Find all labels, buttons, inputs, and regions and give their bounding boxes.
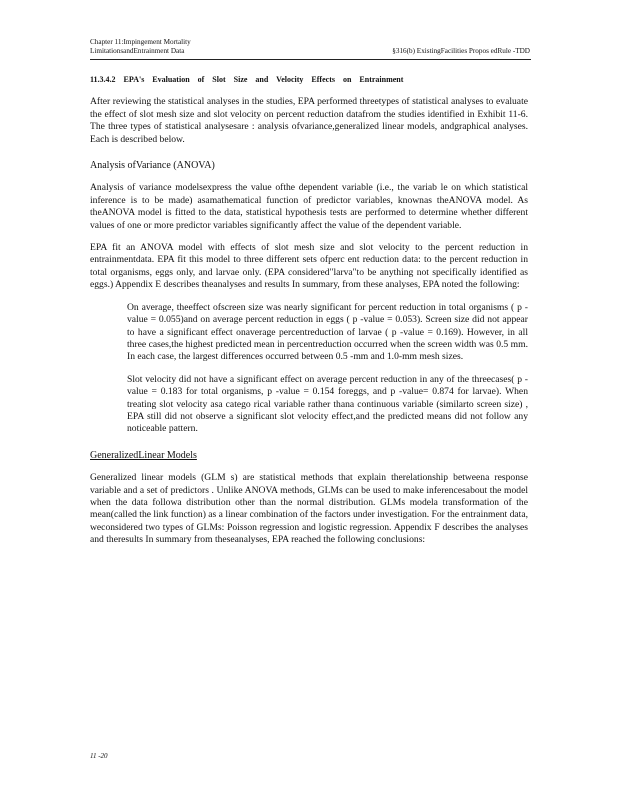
anova-findings-list — [90, 302, 528, 436]
glm-heading: GeneralizedLinear Models — [90, 449, 197, 461]
list-item-text: Slot velocity did not have a significant effect on average percent reduction in any of the threecases( p -value = 0.183 for total organisms, p -value = 0.154 foreggs, and p -value= 0.874 for larvae). When treating slot velocity asa catego rical variable rather thana continuous variable (similarto screen size) , EPA still did not observe a significant slot velocity effect,and the predicted means did not follow any noticeable pattern. — [127, 373, 528, 435]
header-chapter-subtitle: LimitationsandEntrainment Data — [90, 47, 185, 55]
header-divider — [90, 59, 531, 60]
section-heading: 11.3.4.2 EPA's Evaluation of Slot Size and Velocity Effects on Entrainment — [90, 75, 404, 84]
list-item — [90, 302, 528, 364]
anova-paragraph-1: Analysis of variance modelsexpress the value ofthe dependent variable (i.e., the variab le on which statistical inference is to be made) asamathematical function of predictor variables, knownas theANOVA model. As theANOVA model is fitted to the data, statistical hypothesis tests are performed to determine whether different values of one or more predictor variables significantly affect the value of the dependent variable. — [90, 182, 528, 231]
intro-paragraph: After reviewing the statistical analyses in the studies, EPA performed threetypes of statistical analyses to evaluate the effect of slot mesh size and slot velocity on percent reduction datafrom the studies identified in Exhibit 11-6. The three types of statistical analysesare : analysis ofvariance,generalized linear models, andgraphical analyses. Each is described below. — [90, 96, 528, 145]
glm-paragraph-1: Generalized linear models (GLM s) are statistical methods that explain therelationship betweena response variable and a set of predictors . Unlike ANOVA methods, GLMs can be used to make inferencesabout the model when the data followa distribution other than the normal distribution. GLMs modela transformation of the mean(called the link function) as a linear combination of the factors under investigation. For the entrainment data, weconsidered two types of GLMs: Poisson regression and logistic regression. Appendix F describes the analyses and theresults In summary from theseanalyses, EPA reached the following conclusions: — [90, 472, 528, 546]
header-rule-title: §316(b) ExistingFacilities Propos edRule -TDD — [392, 47, 530, 55]
list-item — [90, 374, 528, 436]
main-content — [90, 74, 528, 557]
header-chapter-title: Chapter 11:Impingement Mortality — [90, 38, 191, 46]
page-number: 11 -20 — [90, 752, 108, 760]
running-header — [90, 38, 530, 56]
list-item-text: On average, theeffect ofscreen size was nearly significant for percent reduction in total organisms ( p -value = 0.055)and on average percent reduction in eggs ( p -value = 0.053). Screen size did not appear to have a significant effect onaverage percentreduction of larvae ( p -value = 0.169). However, in all three cases,the highest predicted mean in percentreduction occurred when the screen width was 0.5 mm. In each case, the largest differences occurred between 0.5 -mm and 1.0-mm mesh sizes. — [127, 301, 528, 363]
anova-paragraph-2: EPA fit an ANOVA model with effects of slot mesh size and slot velocity to the percent reduction in entrainmentdata. EPA fit this model to three different sets ofperc ent reduction data: to the percent reduction in total organisms, eggs only, and larvae only. (EPA considered"larva"to be anything not specifically identified as eggs.) Appendix E describes theanalyses and results In summary, from these analyses, EPA noted the following: — [90, 242, 528, 291]
anova-heading: Analysis ofVariance (ANOVA) — [90, 160, 215, 172]
